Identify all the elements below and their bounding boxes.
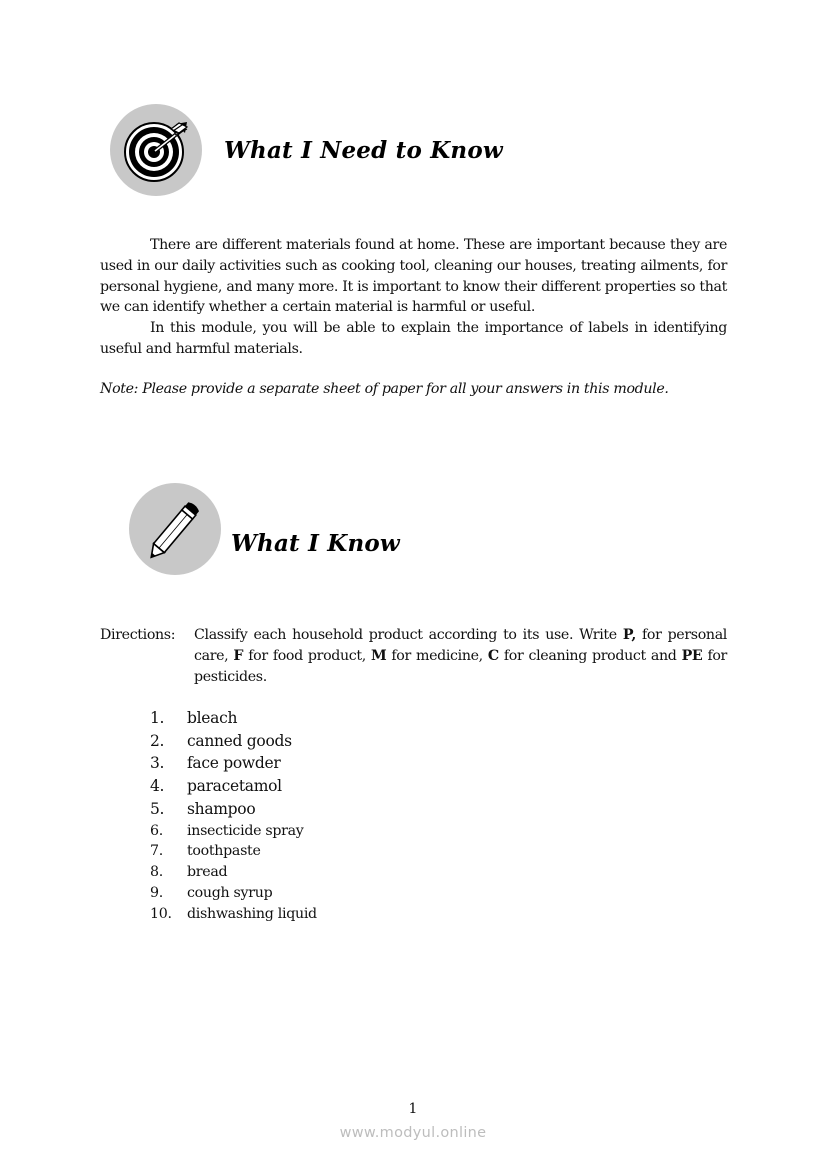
list-item (150, 730, 317, 753)
list-item (150, 798, 317, 821)
section-title: What I Need to Know (224, 136, 503, 164)
item-text: canned goods (187, 731, 292, 750)
directions-text-part: for personal care, (194, 627, 727, 664)
directions-text-part: for pesticides. (194, 647, 727, 685)
code-food: F (233, 647, 244, 664)
item-text: insecticide spray (187, 822, 304, 839)
directions-text-part: for medicine, (386, 647, 488, 664)
code-cleaning: C (487, 647, 499, 664)
section-title: What I Know (231, 529, 400, 557)
intro-paragraph: There are different materials found at home. These are important because they are used in our daily activities such as cooking tool, cleaning our houses, treating ailments, for personal hygiene, and many more. It is important to know their different properties so that we can identify whether a certain material is harmful or useful. (100, 237, 727, 316)
item-text: cough syrup (187, 884, 273, 901)
list-item (150, 841, 317, 862)
list-item (150, 821, 317, 842)
item-text: dishwashing liquid (187, 905, 317, 922)
list-item (150, 862, 317, 883)
page-number: 1 (408, 1101, 418, 1117)
note-text: Note: Please provide a separate sheet of paper for all your answers in this module. (100, 381, 669, 397)
item-text: face powder (187, 754, 281, 773)
directions (100, 625, 727, 687)
section-header-what-i-know (129, 483, 400, 575)
item-number: 1. (150, 709, 165, 727)
list-item (150, 707, 317, 730)
objective-paragraph: In this module, you will be able to explain the importance of labels in identifying useful and harmful materials. (100, 320, 727, 357)
item-number: 10. (150, 905, 172, 922)
item-number: 4. (150, 777, 165, 796)
directions-label: Directions: (100, 627, 176, 643)
code-pesticides: PE (681, 647, 703, 664)
item-number: 6. (150, 822, 163, 839)
directions-text-part: Classify each household product according to its use. Write (194, 627, 623, 643)
item-number: 5. (150, 799, 165, 818)
section-header-what-i-need-to-know (110, 104, 503, 196)
item-number: 7. (150, 843, 163, 860)
directions-text-part: for cleaning product and (498, 647, 682, 664)
watermark: www.modyul.online (339, 1125, 487, 1141)
item-text: bleach (187, 709, 238, 727)
directions-text-part: for food product, (243, 647, 371, 664)
item-number: 8. (150, 864, 163, 881)
item-number: 9. (150, 884, 163, 901)
target-icon (110, 104, 202, 196)
item-text: paracetamol (187, 777, 282, 796)
list-item (150, 883, 317, 904)
product-list (150, 707, 317, 925)
code-personal-care: P, (622, 627, 636, 643)
item-text: bread (187, 864, 228, 881)
item-text: toothpaste (187, 843, 261, 860)
item-number: 2. (150, 731, 165, 750)
list-item (150, 904, 317, 925)
pencil-icon (129, 483, 221, 575)
item-number: 3. (150, 754, 165, 773)
item-text: shampoo (187, 799, 256, 818)
code-medicine: M (370, 647, 387, 664)
list-item (150, 752, 317, 775)
list-item (150, 775, 317, 798)
directions-text (194, 625, 727, 687)
